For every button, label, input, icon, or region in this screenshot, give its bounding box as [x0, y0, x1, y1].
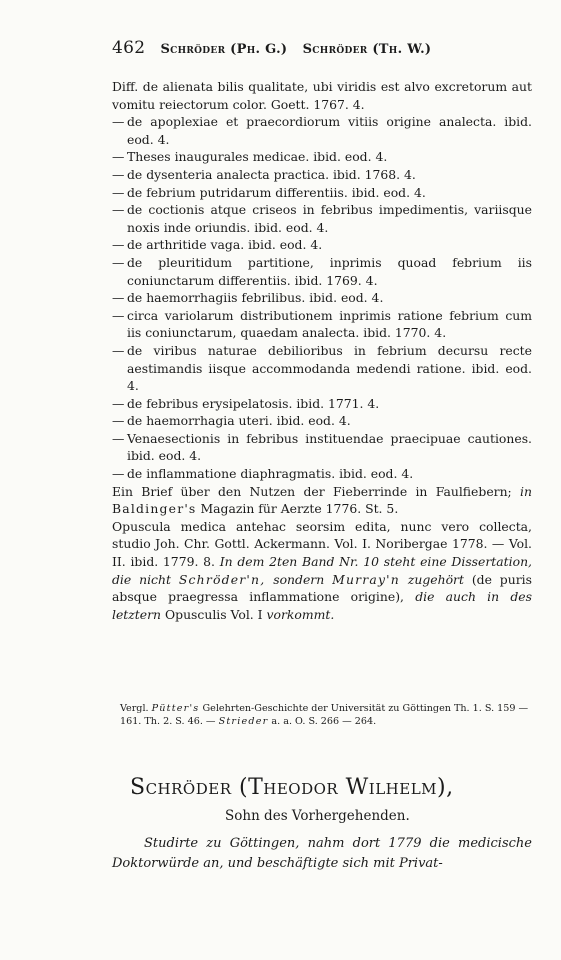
running-title-right: Schröder (Th. W.): [302, 42, 432, 57]
entry-text: de arthritide vaga. ibid. eod. 4.: [127, 237, 323, 253]
bibliography-entry: [112, 430, 532, 465]
reference-vergl: Vergl.: [120, 703, 149, 714]
ditto-dash: —: [112, 149, 125, 165]
brief-entry: [112, 483, 532, 518]
reference-text-b: a. a. O. S. 266 — 264.: [271, 716, 377, 727]
ditto-dash: —: [112, 466, 125, 482]
opuscula-note-e: vorkommt.: [266, 606, 335, 622]
running-title-left: Schröder (Ph. G.): [160, 42, 288, 57]
reference-name-a: Pütter's: [151, 703, 200, 714]
ditto-dash: —: [112, 430, 125, 446]
bibliography-entry: [112, 236, 532, 254]
opuscula-name-b: Murray'n: [332, 571, 400, 587]
opuscula-name-a: Schröder'n,: [178, 571, 266, 587]
entry-text: Theses inaugurales medicae. ibid. eod. 4.: [127, 149, 388, 165]
biography-subheading: Sohn des Vorhergehenden.: [225, 808, 410, 824]
bibliography-entry: [112, 307, 532, 342]
brief-text-b: für Aerzte 1776. St. 5.: [258, 501, 399, 517]
opuscula-text-a: Opuscula medica antehac seorsim edita, nunc vero collecta, studio Joh. Chr. Gottl. Ackermann. Vol. I. Noribergae 1778. — Vol. II. ibid. 1779. 8.: [112, 518, 532, 570]
bibliography-entry: [112, 412, 532, 430]
ditto-dash: —: [112, 342, 125, 358]
bibliography-entry: [112, 395, 532, 413]
ditto-dash: —: [112, 166, 125, 182]
opuscula-text-b: (de puris absque praegressa inflammatione origine),: [112, 571, 532, 605]
brief-in: in: [520, 483, 532, 499]
bibliography-list: [112, 78, 532, 623]
opuscula-note-d: die auch in des letztern: [112, 589, 532, 622]
reference-text-a: Gelehrten-Geschichte der Universität zu Göttingen Th. 1. S. 159 — 161. Th. 2. S. 46. —: [120, 703, 529, 727]
brief-author-name: Baldinger's: [112, 501, 197, 517]
entry-text: de viribus naturae debilioribus in febrium decursu recte aestimandis iisque accommodanda medendi ratione. ibid. eod. 4.: [127, 342, 532, 394]
bibliography-entry: [112, 465, 532, 483]
bibliography-entry: [112, 184, 532, 202]
opuscula-note-b: sondern: [273, 571, 325, 587]
bibliography-entry: [112, 113, 532, 148]
entry-text: de dysenteria analecta practica. ibid. 1768. 4.: [127, 166, 416, 182]
entry-text: Diff. de alienata bilis qualitate, ubi viridis est alvo excretorum aut vomitu reiectorum color. Goett. 1767. 4.: [112, 79, 532, 112]
ditto-dash: —: [112, 184, 125, 200]
bibliography-entry: [112, 254, 532, 289]
opuscula-text-c: Opusculis Vol. I: [164, 606, 263, 622]
brief-text-a: Ein Brief über den Nutzen der Fieberrinde in Faulfiebern;: [112, 483, 512, 499]
entry-text: de febribus erysipelatosis. ibid. 1771. 4.: [127, 395, 380, 411]
opuscula-note-c: zugehört: [407, 571, 464, 587]
entry-text: circa variolarum distributionem inprimis ratione febrium cum iis coniunctarum, quaedam analecta. ibid. 1770. 4.: [127, 307, 532, 341]
ditto-dash: —: [112, 254, 125, 270]
entry-text: de inflammatione diaphragmatis. ibid. eod. 4.: [127, 466, 414, 482]
ditto-dash: —: [112, 307, 125, 323]
bibliography-entry: [112, 201, 532, 236]
biography-heading: Schröder (Theodor Wilhelm),: [130, 775, 454, 800]
opuscula-entry: [112, 518, 532, 624]
entry-text: de febrium putridarum differentiis. ibid. eod. 4.: [127, 184, 426, 200]
bibliography-entry: [112, 148, 532, 166]
ditto-dash: —: [112, 290, 125, 306]
ditto-dash: —: [112, 395, 125, 411]
biography-text: Studirte zu Göttingen, nahm dort 1779 die medicische Doktorwürde an, und beschäftigte sich mit Privat-: [112, 836, 532, 871]
entry-text: de pleuritidum partitione, inprimis quoad febrium iis coniunctarum differentiis. ibid. 1769. 4.: [127, 254, 532, 288]
page-number: 462: [112, 38, 146, 58]
bibliography-entry: [112, 342, 532, 395]
entry-text: de coctionis atque criseos in febribus impedimentis, variisque noxis inde oriundis. ibid. eod. 4.: [127, 202, 532, 235]
entry-text: de apoplexiae et praecordiorum vitiis origine analecta. ibid. eod. 4.: [127, 114, 532, 147]
ditto-dash: —: [112, 202, 125, 218]
entry-text: de haemorrhagia uteri. ibid. eod. 4.: [127, 413, 351, 429]
bibliography-entry: [112, 78, 532, 113]
ditto-dash: —: [112, 114, 125, 130]
bibliography-entry: [112, 166, 532, 184]
entry-text: Venaesectionis in febribus instituendae praecipuae cautiones. ibid. eod. 4.: [127, 430, 532, 464]
opuscula-note-a: In dem 2ten Band Nr. 10 steht eine Dissertation, die nicht: [112, 554, 532, 587]
brief-magazin: Magazin: [200, 501, 255, 517]
ditto-dash: —: [112, 413, 125, 429]
entry-text: de haemorrhagiis febrilibus. ibid. eod. 4.: [127, 290, 384, 306]
reference-name-b: Strieder: [218, 716, 269, 727]
bibliography-entry: [112, 289, 532, 307]
reference-note: [120, 702, 530, 728]
ditto-dash: —: [112, 237, 125, 253]
running-head: [112, 38, 532, 58]
